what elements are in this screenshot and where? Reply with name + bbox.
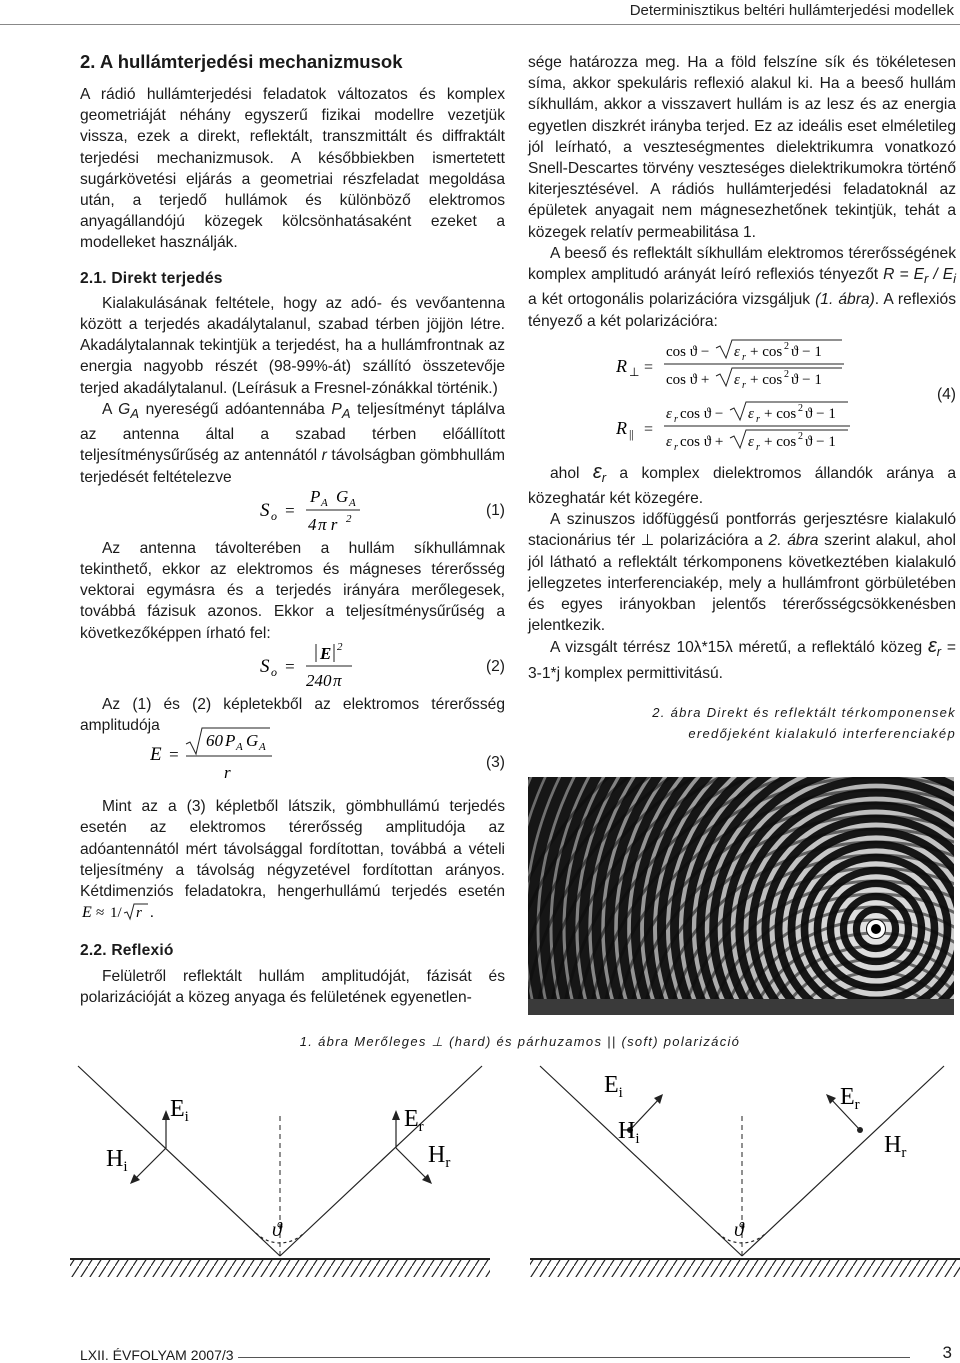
svg-text:ε: ε: [666, 405, 672, 422]
svg-text:G: G: [246, 731, 259, 751]
svg-text:Hi: $H_i$: [618, 1118, 640, 1147]
running-head: Determinisztikus beltéri hullámterjedési modellek: [629, 2, 954, 19]
paragraph-reflection-coefficient: A beeső és reflektált síkhullám elektromos térerősségének komplex amplitudó arányát leíró reflexiós tényezőt $R = E_r / E_i$ a két ortogonális polarizációra vizsgáljuk (1. ábra). A reflexiós tényező a két polarizációra:: [528, 244, 956, 330]
equation-1: [80, 488, 505, 538]
svg-text:r: r: [756, 441, 760, 453]
svg-text:ε: ε: [748, 433, 754, 450]
svg-text:r: r: [756, 413, 760, 425]
figure-2-interference-image: [528, 777, 954, 1015]
svg-text:P: P: [225, 731, 236, 751]
svg-text:=: =: [644, 358, 654, 376]
svg-text:Ei: $E_i$: [170, 1096, 189, 1125]
svg-text:2: 2: [337, 640, 343, 653]
svg-text:cos ϑ +: cos ϑ +: [666, 371, 710, 388]
svg-text:60: 60: [206, 731, 223, 751]
svg-text:=: =: [644, 420, 654, 438]
paragraph-domain-size: A vizsgált térrész 10λ*15λ méretű, a reflektáló közeg $\varepsilon_r = 3-1*j$ komplex permittivitású.: [528, 635, 956, 682]
paragraph-direct-condition: Kialakulásának feltétele, hogy az adó- és vevőantenna között a terjedés akadálytalanul, szabad térben jöjjön létre. Akadálytalannak tekintjük a terjedést, ha a hullámfrontnak az energia nagyobb részét (98-99%-át) szállító összetevője terjed akadálytalanul. (Leírásuk a Fresnel-zónákkal történik.): [80, 294, 505, 397]
svg-text:=: =: [168, 745, 180, 765]
svg-text:ϑ − 1: ϑ − 1: [791, 371, 822, 388]
svg-text:G: G: [336, 486, 349, 506]
right-column: [528, 52, 956, 744]
svg-text:240: 240: [306, 670, 332, 690]
paragraph-intro: A rádió hullámterjedési feladatok változatos és komplex geometriáját néhány egyszerű fizikai modellre vezetjük vissza, ezek a direkt, reflektált, transzmittált és diffraktált terjedési mechanizmusok. A későbbiekben ismertetett sugárkövetési eljárás a geometriai részfeladat megoldása után, a terjedő hullámok és különböző elektromos anyagállandójú közegek kölcsönhatásaként ezeket a modelleket használják.: [80, 86, 505, 252]
svg-text:A: A: [321, 496, 328, 509]
svg-text:2: 2: [346, 512, 352, 525]
svg-text:cos ϑ +: cos ϑ +: [680, 433, 724, 450]
left-column: [80, 50, 505, 1008]
svg-text:cos ϑ −: cos ϑ −: [680, 405, 724, 422]
svg-text:r: r: [224, 763, 231, 783]
svg-text:A: A: [349, 496, 356, 509]
equation-3: [80, 731, 505, 792]
svg-text:+ cos: + cos: [764, 433, 797, 450]
footer-issue: LXII. ÉVFOLYAM 2007/3: [80, 1347, 238, 1363]
svg-text:2: 2: [784, 368, 789, 380]
cylindrical-formula: [80, 902, 160, 922]
svg-text:o: o: [271, 664, 277, 679]
paragraph-epsilon: ahol $\varepsilon_r$ a komplex dielektromos állandók aránya a közeghatár két közegére.: [528, 460, 956, 508]
svg-text:r: r: [742, 379, 746, 391]
svg-text:=: =: [284, 656, 296, 676]
svg-text:π r: π r: [318, 514, 338, 534]
svg-text:1/: 1/: [110, 905, 122, 922]
equation-3-number: (3): [485, 754, 505, 772]
equation-1-image: [260, 482, 390, 538]
point-source: [869, 922, 883, 936]
paragraph-amplitude: Az (1) és (2) képletekből az elektromos térerősség amplitudója: [80, 695, 505, 734]
svg-text:ϑ − 1: ϑ − 1: [805, 405, 836, 422]
svg-text:ε: ε: [734, 343, 740, 360]
equation-2-number: (2): [485, 657, 505, 675]
svg-text:||: ||: [629, 426, 634, 441]
svg-text:E: E: [320, 643, 332, 663]
svg-text:Hi: $H_i$: [106, 1146, 128, 1175]
svg-text:⊥: ⊥: [629, 364, 640, 379]
equation-4: [528, 332, 956, 456]
svg-text:r: r: [742, 351, 746, 363]
svg-text:ε: ε: [734, 371, 740, 388]
svg-text:+ cos: + cos: [764, 405, 797, 422]
svg-text:Ei: $E_i$: [604, 1072, 623, 1101]
header-rule: [0, 24, 960, 25]
svg-text:S: S: [260, 499, 270, 521]
paragraph-far-field: Az antenna távolterében a hullám síkhullámnak tekinthető, ekkor az elektromos és mágneses térerősség vektorai egymásra és a terjedés irányára merőlegesek, továbbá fázisuk azonos. Ekkor a teljesítménysűrűség a következőképpen írható fel:: [80, 539, 505, 642]
svg-text:+ cos: + cos: [750, 371, 783, 388]
svg-text:o: o: [271, 508, 277, 523]
paragraph-specular: sége határozza meg. Ha a föld felszíne sík és tökéletesen síma, akkor spekuláris reflexió alakul ki. Ha a beeső hullám síkhullám, akkor a visszavert hullám is az lesz és az energia egyetlen diszkrét irányba terjed. Ez az ideális eset elméletileg jól leírható, a veszteségmentes dielektrikumra vonatkozó Snell-Descartes törvény veszteséges dielektrikumokra történő kiterjesztésével. A rádiós hullámterjedési feladatoknál az épületek anyagait nem mágnesezhetőnek tekintjük, tehát a közegek relatív permeabilitása 1.: [528, 54, 956, 241]
svg-text:ϑ − 1: ϑ − 1: [805, 433, 836, 450]
svg-text:ϑ: ϑ: [734, 1219, 744, 1241]
svg-text:P: P: [310, 486, 321, 506]
svg-text:Hr: $H_r$: [884, 1132, 907, 1161]
svg-text:E: E: [150, 744, 162, 766]
section-title: 2. A hullámterjedési mechanizmusok: [80, 51, 403, 72]
svg-text:r: r: [136, 905, 142, 922]
figure-2-caption: 2. ábra Direkt és reflektált térkomponensek eredőjeként kialakuló interferenciakép: [652, 705, 956, 742]
svg-text:R: R: [616, 417, 627, 438]
svg-text:A: A: [259, 741, 266, 754]
equation-1-number: (1): [485, 501, 505, 519]
svg-text:S: S: [260, 655, 270, 677]
svg-text:R: R: [616, 355, 627, 376]
svg-text:ϑ − 1: ϑ − 1: [791, 343, 822, 360]
figure-1-polarization-diagram: [70, 1056, 960, 1281]
equation-4-image: [616, 334, 866, 458]
diagram-perpendicular: [70, 1066, 490, 1277]
page-number: 3: [939, 1343, 952, 1363]
paragraph-inverse-distance: Mint az a (3) képletből látszik, gömbhullámú terjedés esetén az elektromos térerősség amplitudója az adóantennától mért távolsággal fordítottan, továbbá a vételi teljesítmény a távolság négyzetével fordítottan arányos. Kétdimenziós feladatokra, hengerhullámú terjedés esetén E ≈ 1/ r .: [80, 798, 505, 922]
paragraph-stationary-field: A szinuszos időfüggésű pontforrás gerjesztésre kialakuló stacionárius tér ⊥ polarizációra a 2. ábra szerint alakul, ahol jól látható a reflektált térkomponens következtében kialakuló jellegzetes interferenciakép, mely a hullámfront görbületében és egyes irányokban jelentős térerősségcsökkenésben jelentkezik.: [528, 511, 956, 635]
svg-text:Hr: $H_r$: [428, 1142, 451, 1171]
svg-text:Er: $E_r$: [840, 1084, 860, 1113]
svg-text:r: r: [674, 413, 678, 425]
svg-text:≈: ≈: [96, 905, 105, 922]
svg-text:+ cos: + cos: [750, 343, 783, 360]
figure-1-caption: 1. ábra Merőleges ⊥ (hard) és párhuzamos || (soft) polarizáció: [299, 1034, 741, 1049]
svg-text:.: .: [150, 905, 154, 922]
equation-2: [80, 640, 505, 694]
svg-text:π: π: [333, 670, 342, 690]
svg-text:4: 4: [308, 514, 317, 534]
svg-text:2: 2: [784, 340, 789, 352]
equation-3-image: [150, 724, 310, 786]
diagram-parallel: [530, 1066, 960, 1277]
equation-2-image: [260, 638, 390, 694]
svg-text:A: A: [236, 741, 243, 754]
paragraph-reflection: Felületről reflektált hullám amplitudóját, fázisát és polarizációját a közeg anyaga és felületének egyenetlen-: [80, 967, 505, 1006]
svg-text:2: 2: [798, 402, 803, 414]
svg-text:ε: ε: [748, 405, 754, 422]
subsection-title-direct: 2.1. Direkt terjedés: [80, 269, 223, 287]
svg-text:cos ϑ −: cos ϑ −: [666, 343, 710, 360]
subsection-title-reflection: 2.2. Reflexió: [80, 942, 174, 960]
svg-text:ϑ: ϑ: [272, 1219, 282, 1241]
svg-text:Er: $E_r$: [404, 1106, 424, 1135]
svg-text:ε: ε: [666, 433, 672, 450]
equation-4-number: (4): [936, 385, 956, 403]
svg-text:E: E: [82, 904, 92, 922]
svg-text:=: =: [284, 500, 296, 520]
svg-text:2: 2: [798, 430, 803, 442]
paragraph-power-density: A $G_A$ nyereségű adóantennába $P_A$ teljesítményt táplálva az antenna által a szabad térben előállított teljesítménysűrűség az antennától r távolságban gömbhullám terjedését feltételezve: [80, 400, 506, 486]
svg-text:r: r: [674, 441, 678, 453]
